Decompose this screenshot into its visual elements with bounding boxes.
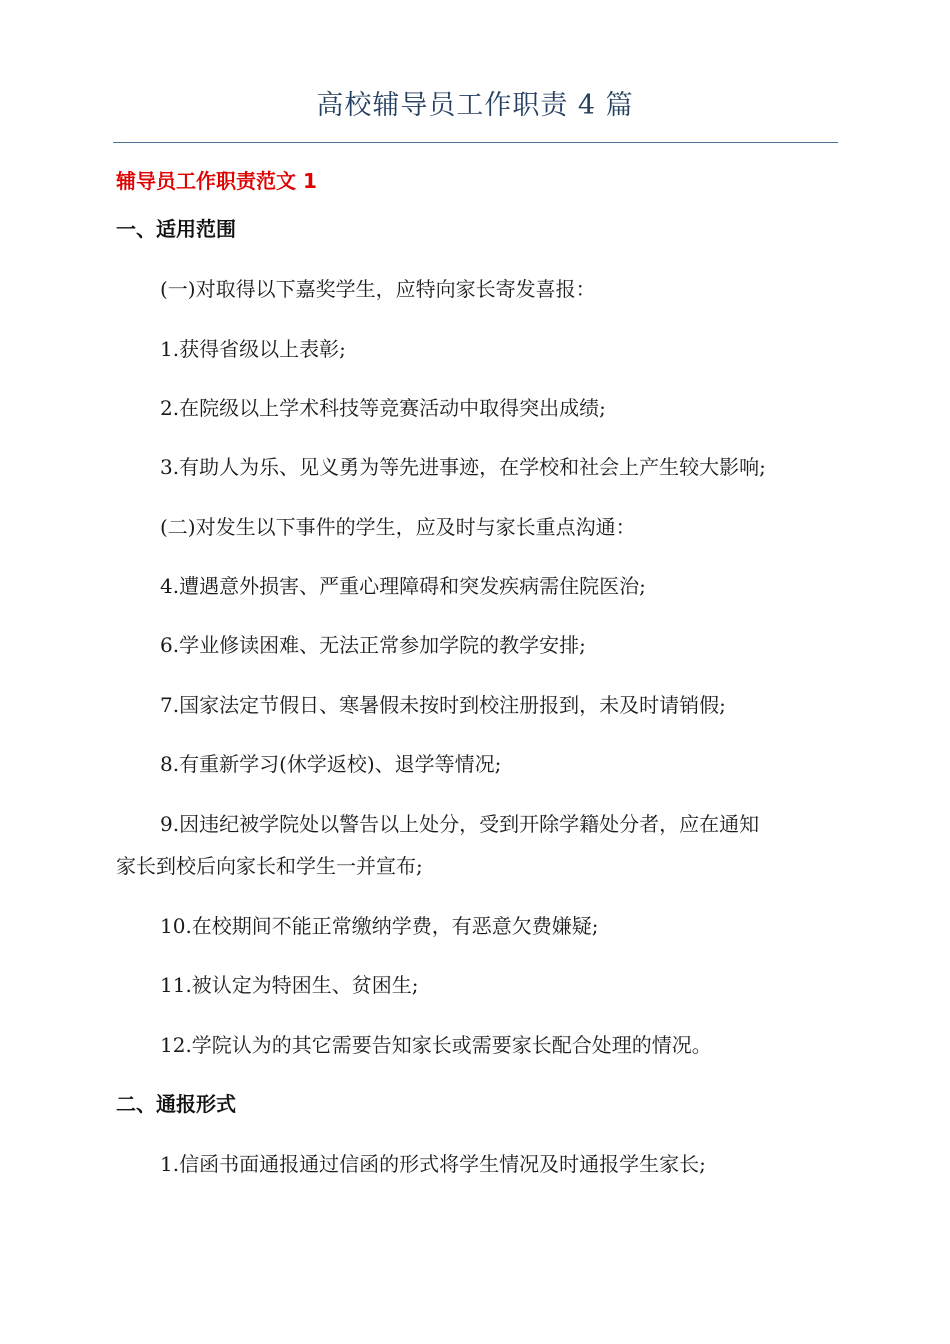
paragraph: 6.学业修读困难、无法正常参加学院的教学安排; <box>160 633 586 657</box>
title-divider <box>113 142 838 143</box>
section-heading-notification: 二、通报形式 <box>116 1092 236 1116</box>
paragraph: 11.被认定为特困生、贫困生; <box>160 973 419 997</box>
paragraph: 4.遭遇意外损害、严重心理障碍和突发疾病需住院医治; <box>160 574 646 598</box>
section-title-sample-1: 辅导员工作职责范文 1 <box>116 169 317 193</box>
paragraph: 1.获得省级以上表彰; <box>160 337 346 361</box>
paragraph: 10.在校期间不能正常缴纳学费，有恶意欠费嫌疑; <box>160 914 599 938</box>
paragraph: 8.有重新学习(休学返校)、退学等情况; <box>160 752 502 776</box>
paragraph: 1.信函书面通报通过信函的形式将学生情况及时通报学生家长; <box>160 1152 706 1176</box>
document-title: 高校辅导员工作职责 4 篇 <box>316 90 634 121</box>
paragraph: 3.有助人为乐、见义勇为等先进事迹，在学校和社会上产生较大影响; <box>160 455 766 479</box>
paragraph-continuation: 家长到校后向家长和学生一并宣布; <box>116 854 423 878</box>
paragraph: 12.学院认为的其它需要告知家长或需要家长配合处理的情况。 <box>160 1033 712 1057</box>
section-heading-scope: 一、适用范围 <box>116 217 236 241</box>
paragraph: 2.在院级以上学术科技等竞赛活动中取得突出成绩; <box>160 396 606 420</box>
paragraph: 9.因违纪被学院处以警告以上处分，受到开除学籍处分者，应在通知 <box>160 812 760 836</box>
paragraph: (一)对取得以下嘉奖学生，应特向家长寄发喜报： <box>160 277 596 301</box>
paragraph: 7.国家法定节假日、寒暑假未按时到校注册报到，未及时请销假; <box>160 693 726 717</box>
paragraph: (二)对发生以下事件的学生，应及时与家长重点沟通： <box>160 515 636 539</box>
